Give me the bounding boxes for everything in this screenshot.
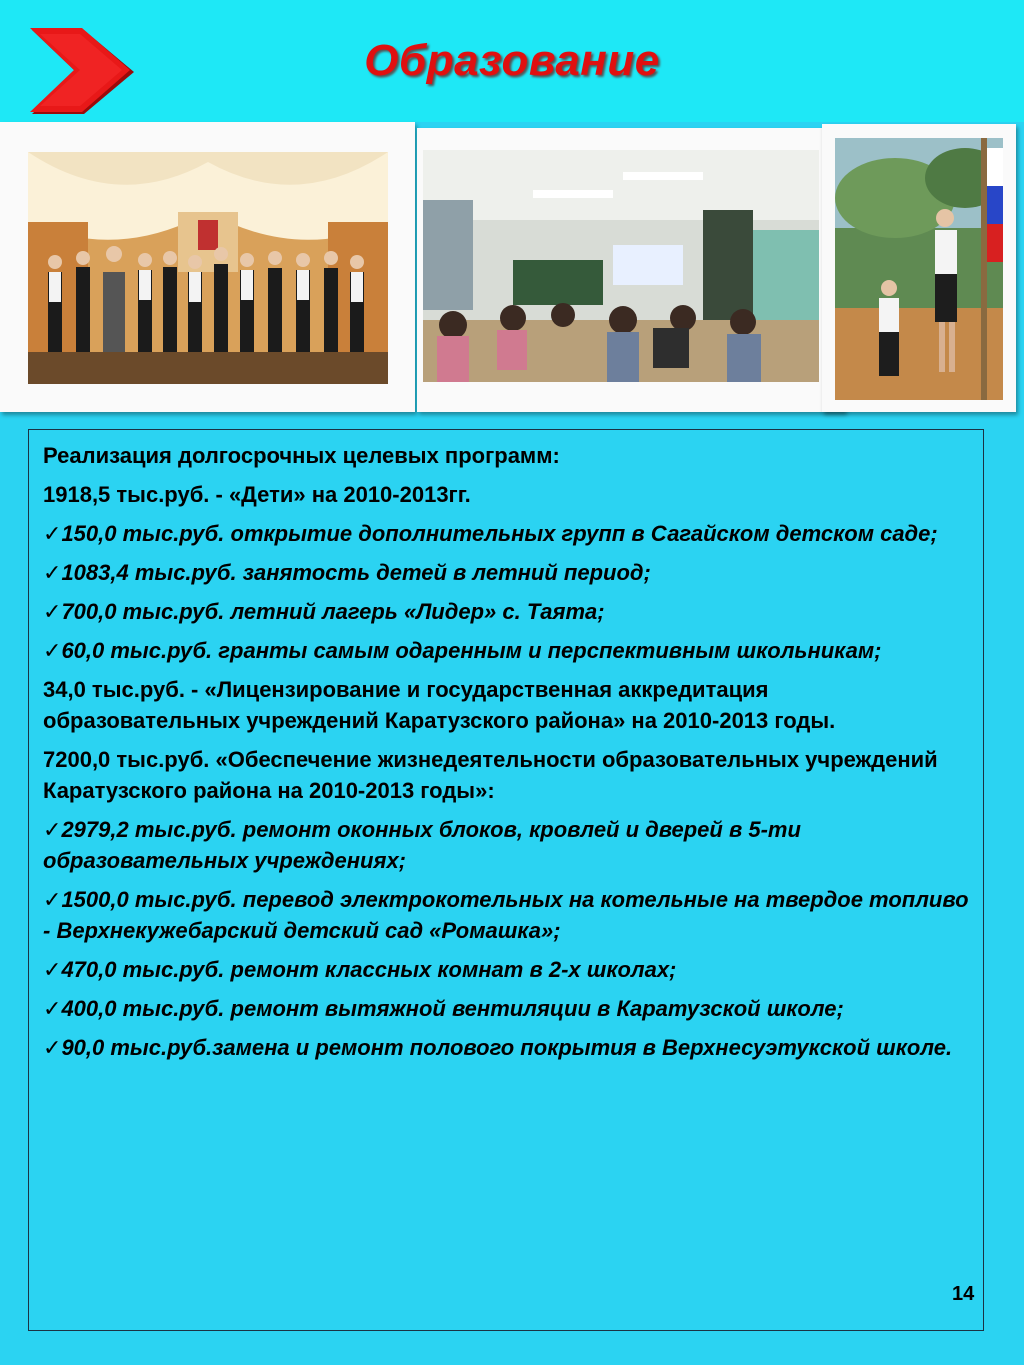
flag-ceremony-photo: [822, 124, 1016, 412]
list-item: ✓1083,4 тыс.руб. занятость детей в летний период;: [43, 560, 651, 585]
list-item: 1918,5 тыс.руб. - «Дети» на 2010-2013гг.: [43, 482, 471, 507]
stage-performance-photo: [0, 122, 415, 412]
page-number: 14: [952, 1283, 975, 1305]
classroom-photo: [417, 128, 845, 412]
list-item: ✓90,0 тыс.руб.замена и ремонт полового покрытия в Верхнесуэтукской школе.: [43, 1035, 953, 1060]
checkmark-icon: ✓: [43, 887, 62, 912]
list-item: 7200,0 тыс.руб. «Обеспечение жизнедеятельности образовательных учреждений Каратузского района на 2010-2013 годы»:: [43, 747, 938, 803]
list-item: ✓1500,0 тыс.руб. перевод электрокотельных на котельные на твердое топливо - Верхнекужебарский детский сад «Ромашка»;: [43, 887, 969, 943]
list-item: ✓700,0 тыс.руб. летний лагерь «Лидер» с. Таята;: [43, 599, 605, 624]
checkmark-icon: ✓: [43, 560, 62, 585]
list-item: ✓60,0 тыс.руб. гранты самым одаренным и перспективным школьникам;: [43, 638, 882, 663]
list-item: ✓2979,2 тыс.руб. ремонт оконных блоков, кровлей и дверей в 5-ти образовательных учреждениях;: [43, 817, 801, 873]
programs-text-box: [28, 429, 984, 1331]
programs-heading: Реализация долгосрочных целевых программ:: [43, 443, 560, 468]
checkmark-icon: ✓: [43, 957, 62, 982]
checkmark-icon: ✓: [43, 996, 62, 1021]
list-item: ✓400,0 тыс.руб. ремонт вытяжной вентиляции в Каратузской школе;: [43, 996, 844, 1021]
list-item: ✓150,0 тыс.руб. открытие дополнительных групп в Сагайском детском саде;: [43, 521, 938, 546]
list-item: 34,0 тыс.руб. - «Лицензирование и государственная аккредитация образовательных учреждений Каратузского района» на 2010-2013 годы.: [43, 677, 836, 733]
checkmark-icon: ✓: [43, 521, 62, 546]
checkmark-icon: ✓: [43, 1035, 62, 1060]
page-title: Образование: [364, 36, 660, 85]
checkmark-icon: ✓: [43, 817, 62, 842]
list-item: ✓470,0 тыс.руб. ремонт классных комнат в 2-х школах;: [43, 957, 677, 982]
checkmark-icon: ✓: [43, 599, 62, 624]
checkmark-icon: ✓: [43, 638, 62, 663]
